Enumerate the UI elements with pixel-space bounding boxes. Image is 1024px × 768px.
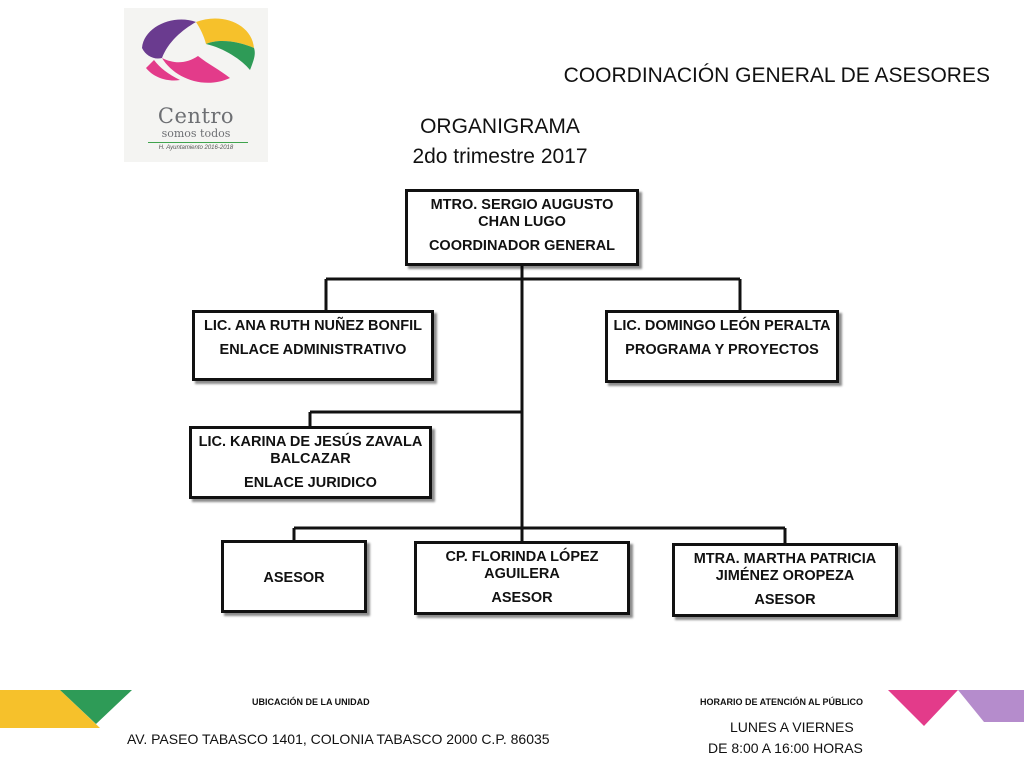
admin-box bbox=[192, 310, 434, 381]
hours-label: HORARIO DE ATENCIÓN AL PÚBLICO bbox=[700, 697, 864, 707]
advisor1-box bbox=[221, 540, 367, 613]
programs-name: LIC. DOMINGO LEÓN PERALTA bbox=[613, 318, 831, 334]
unit-title: COORDINACIÓN GENERAL DE ASESORES bbox=[563, 64, 990, 87]
logo-tagline: somos todos bbox=[161, 127, 231, 140]
coordinator-role: COORDINADOR GENERAL bbox=[428, 238, 616, 254]
advisor3-role: ASESOR bbox=[754, 592, 816, 608]
advisor2-role: ASESOR bbox=[491, 590, 553, 606]
programs-role: PROGRAMA Y PROYECTOS bbox=[625, 342, 819, 358]
legal-box bbox=[189, 426, 432, 499]
coordinator-box bbox=[405, 189, 639, 266]
address-text: AV. PASEO TABASCO 1401, COLONIA TABASCO 2000 C.P. 86035 bbox=[127, 731, 550, 747]
coordinator-name: MTRO. SERGIO AUGUSTO CHAN LUGO bbox=[430, 197, 614, 230]
days-text: LUNES A VIERNES bbox=[730, 719, 854, 735]
advisor3-box bbox=[672, 543, 898, 617]
legal-role: ENLACE JURIDICO bbox=[244, 475, 377, 491]
location-label: UBICACIÓN DE LA UNIDAD bbox=[252, 697, 370, 707]
programs-box bbox=[605, 310, 839, 383]
chart-period: 2do trimestre 2017 bbox=[412, 145, 588, 168]
chart-title: ORGANIGRAMA bbox=[420, 115, 580, 138]
admin-name: LIC. ANA RUTH NUÑEZ BONFIL bbox=[203, 318, 423, 334]
hours-text: DE 8:00 A 16:00 HORAS bbox=[708, 740, 863, 756]
advisor2-box bbox=[414, 541, 630, 615]
advisor2-name: CP. FLORINDA LÓPEZ AGUILERA bbox=[445, 549, 599, 582]
admin-role: ENLACE ADMINISTRATIVO bbox=[219, 342, 407, 358]
advisor3-name: MTRA. MARTHA PATRICIA JIMÉNEZ OROPEZA bbox=[693, 551, 877, 584]
logo-years: H. Ayuntamiento 2016-2018 bbox=[158, 145, 234, 151]
logo-name: Centro bbox=[157, 104, 235, 128]
legal-name: LIC. KARINA DE JESÚS ZAVALA BALCAZAR bbox=[198, 434, 423, 467]
footer-right-ribbon-icon bbox=[888, 690, 1024, 728]
footer-left-ribbon-icon bbox=[0, 690, 140, 728]
advisor1-role: ASESOR bbox=[263, 570, 325, 586]
